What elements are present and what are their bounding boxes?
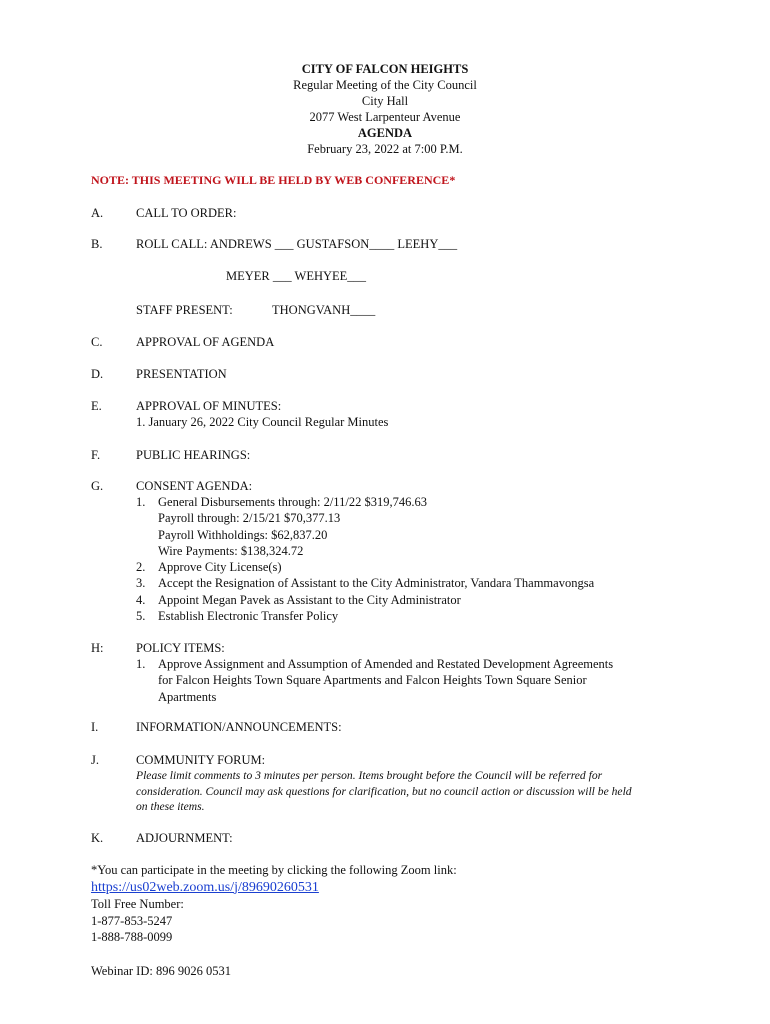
city-name: CITY OF FALCON HEIGHTS bbox=[301, 62, 469, 76]
item-letter: D. bbox=[91, 367, 104, 381]
item-letter: I. bbox=[91, 720, 99, 734]
phone-number: 1-877-853-5247 bbox=[91, 913, 173, 928]
item-letter: J. bbox=[91, 753, 99, 767]
list-line: Payroll through: 2/15/21 $70,377.13 bbox=[158, 511, 341, 526]
list-line: Approve Assignment and Assumption of Amended and Restated Development Agreements bbox=[158, 657, 614, 671]
item-title: POLICY ITEMS: bbox=[136, 641, 225, 655]
instruction-line: on these items. bbox=[136, 800, 205, 814]
item-letter: F. bbox=[91, 448, 101, 462]
item-letter: A. bbox=[91, 206, 104, 220]
webinar-id: Webinar ID: 896 9026 0531 bbox=[91, 963, 231, 978]
list-line: Approve City License(s) bbox=[158, 560, 282, 574]
zoom-link[interactable]: https://us02web.zoom.us/j/89690260531 bbox=[91, 879, 319, 895]
roll-call-line-2: MEYER ___ WEHYEE___ bbox=[226, 269, 367, 283]
list-line: Payroll Withholdings: $62,837.20 bbox=[158, 527, 328, 542]
instruction-line: consideration. Council may ask questions for clarification, but no council action or discussion will be held bbox=[136, 784, 632, 798]
item-letter: B. bbox=[91, 237, 103, 251]
forum-instructions bbox=[136, 768, 632, 815]
item-title: ADJOURNMENT: bbox=[136, 831, 233, 845]
list-number: 5. bbox=[136, 608, 146, 623]
item-letter: H: bbox=[91, 641, 104, 655]
list-number: 1. bbox=[136, 657, 146, 671]
list-line: Appoint Megan Pavek as Assistant to the City Administrator bbox=[158, 592, 461, 607]
list-number: 3. bbox=[136, 576, 146, 591]
item-title: COMMUNITY FORUM: bbox=[136, 753, 266, 767]
phone-number: 1-888-788-0099 bbox=[91, 930, 173, 944]
zoom-intro: *You can participate in the meeting by clicking the following Zoom link: bbox=[91, 863, 457, 877]
list-line: Establish Electronic Transfer Policy bbox=[158, 608, 339, 623]
list-number: 4. bbox=[136, 592, 146, 607]
item-letter: G. bbox=[91, 479, 104, 493]
instruction-line: Please limit comments to 3 minutes per person. Items brought before the Council will be referred for bbox=[136, 769, 603, 782]
list-line: Accept the Resignation of Assistant to the City Administrator, Vandara Thammavongsa bbox=[158, 576, 595, 591]
roll-call-line-1: ROLL CALL: ANDREWS ___ GUSTAFSON____ LEEHY___ bbox=[136, 237, 458, 251]
item-title: APPROVAL OF AGENDA bbox=[136, 335, 275, 349]
agenda-title: AGENDA bbox=[357, 126, 413, 140]
list-line: Wire Payments: $138,324.72 bbox=[158, 543, 304, 558]
meeting-date: February 23, 2022 at 7:00 P.M. bbox=[307, 142, 463, 156]
list-number: 1. bbox=[136, 495, 146, 509]
item-letter: K. bbox=[91, 831, 104, 845]
item-title: APPROVAL OF MINUTES: bbox=[136, 399, 282, 413]
item-title: CONSENT AGENDA: bbox=[136, 479, 253, 493]
zoom-info bbox=[91, 862, 457, 979]
meeting-address: 2077 West Larpenteur Avenue bbox=[309, 110, 461, 124]
item-letter: E. bbox=[91, 399, 102, 413]
meeting-type: Regular Meeting of the City Council bbox=[293, 78, 477, 92]
list-number: 2. bbox=[136, 560, 146, 574]
item-title: INFORMATION/ANNOUNCEMENTS: bbox=[136, 720, 342, 734]
staff-present-label: STAFF PRESENT: bbox=[136, 303, 233, 317]
item-letter: C. bbox=[91, 335, 103, 349]
list-line: General Disbursements through: 2/11/22 $319,746.63 bbox=[158, 495, 427, 509]
meeting-place: City Hall bbox=[361, 94, 409, 108]
item-title: PRESENTATION bbox=[136, 367, 227, 381]
item-title: PUBLIC HEARINGS: bbox=[136, 448, 251, 462]
policy-list bbox=[136, 656, 696, 706]
document-header bbox=[0, 61, 770, 157]
staff-present-names: THONGVANH____ bbox=[272, 303, 376, 317]
minutes-item: 1. January 26, 2022 City Council Regular Minutes bbox=[136, 415, 389, 429]
item-title: CALL TO ORDER: bbox=[136, 206, 237, 220]
toll-free-label: Toll Free Number: bbox=[91, 897, 184, 911]
list-line: Apartments bbox=[158, 689, 217, 704]
list-line: for Falcon Heights Town Square Apartments and Falcon Heights Town Square Senior bbox=[158, 673, 587, 688]
web-conference-note: NOTE: THIS MEETING WILL BE HELD BY WEB CONFERENCE* bbox=[91, 173, 456, 187]
